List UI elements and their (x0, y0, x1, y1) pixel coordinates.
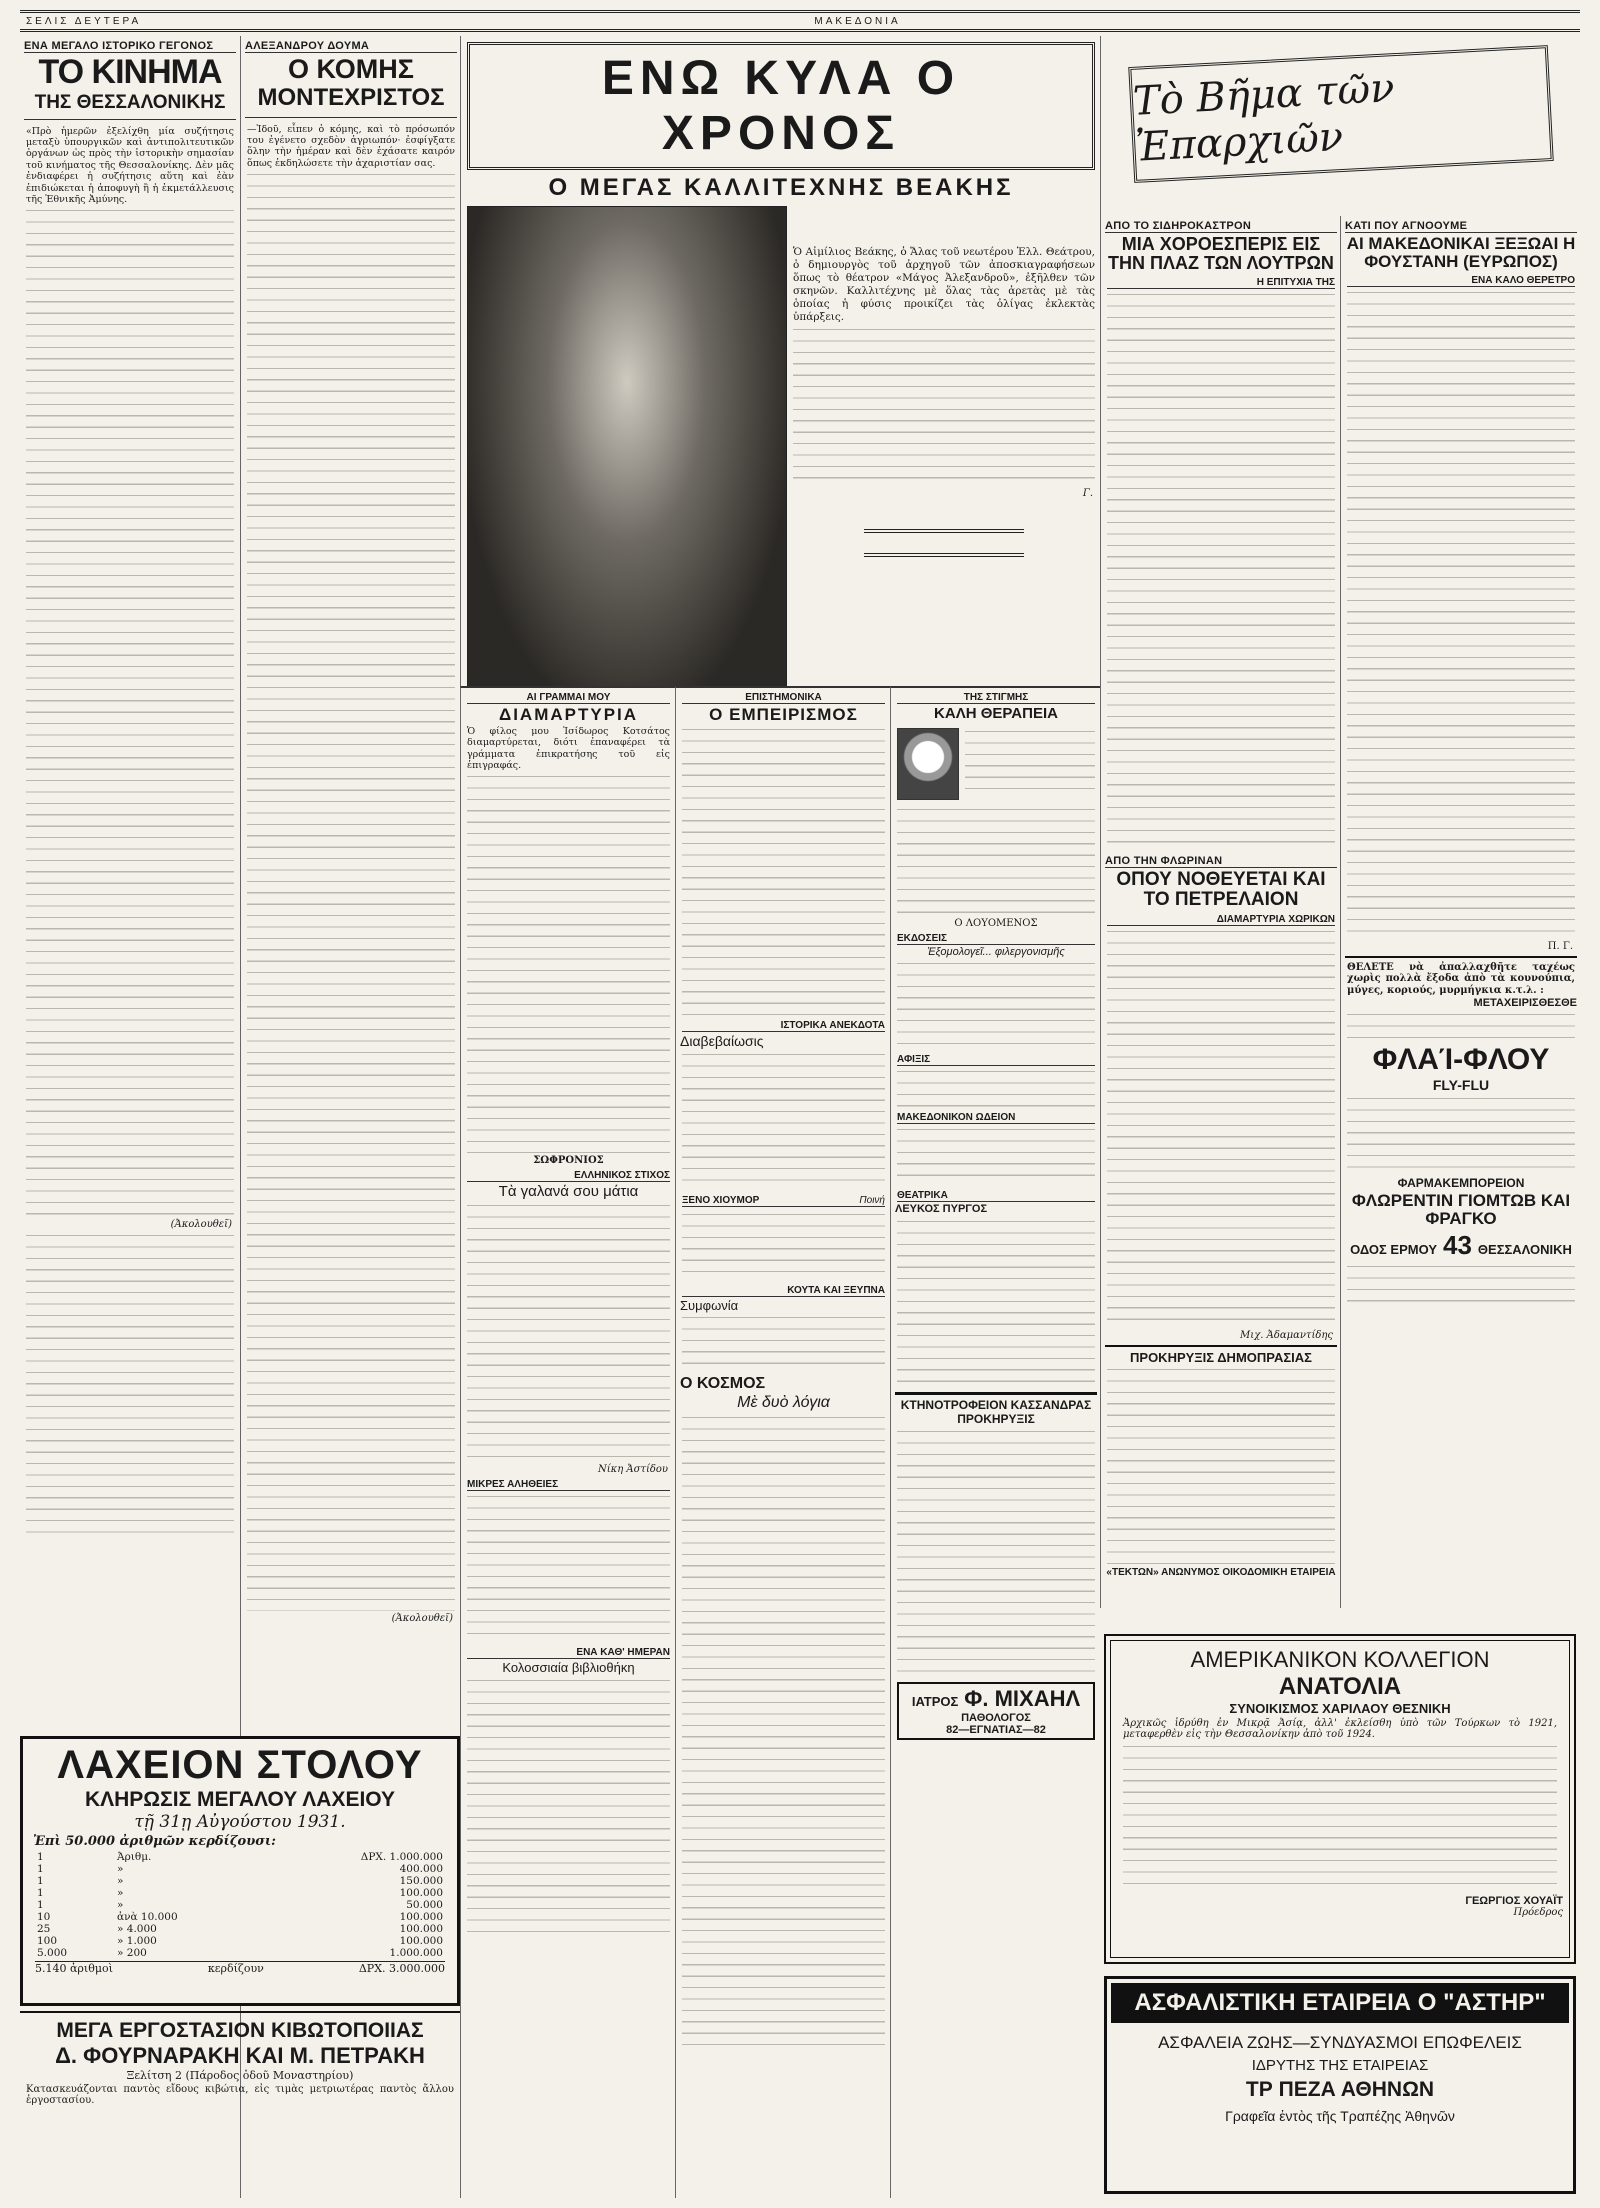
headline: Ο ΕΜΠΕΙΡΙΣΜΟΣ (709, 705, 858, 724)
column-3 (460, 686, 676, 2198)
article-body (897, 1126, 1095, 1186)
article-body (682, 1414, 885, 2054)
headline: ΑΙ ΜΑΚΕΔΟΝΙΚΑΙ ΞΕΞΩΑΙ Η ΦΟΥΣΤΑΝΗ (ΕΥΡΩΠΟΣ) (1346, 234, 1576, 271)
prize-cell-prize: ΔΡΧ. 1.000.000 (360, 1851, 443, 1863)
ad-subtitle: ΚΛΗΡΩΣΙΣ ΜΕΓΑΛΟΥ ΛΑΧΕΙΟΥ (84, 1788, 396, 1811)
prize-row (33, 1911, 447, 1923)
article-body (682, 1211, 885, 1281)
section-label: ΑΙ ΓΡΑΜΜΑΙ ΜΟΥ (467, 692, 670, 704)
ad-subtitle: ΣΥΝΟΙΚΙΣΜΟΣ ΧΑΡΙΛΑΟΥ ΘΕΣΝΙΚΗ (1229, 1701, 1451, 1716)
prize-cell-n: 5.000 (37, 1947, 68, 1959)
prize-row (33, 1947, 447, 1959)
feature-body-text (793, 326, 1095, 486)
ad-signature: ΓΕΩΡΓΙΟΣ ΧΟΥΑΪΤ (1465, 1894, 1563, 1907)
headline: ΜΙΑ ΧΟΡΟΕΣΠΕΡΙΣ ΕΙΣ ΤΗΝ ΠΛΑΖ ΤΩΝ ΛΟΥΤΡΩΝ (1108, 234, 1334, 273)
feature-text: Ὁ Αἰμίλιος Βεάκης, ὁ Ἄλας τοῦ νεωτέρου Ἑλλ. Θεάτρου, ὁ δημιουργὸς τοῦ ἀρχηγοῦ τῶν ἀποσκιαγραφήσεων ὅπως τὸ θέατρον «Μάγος Ἀλεξανδροῦ», ἐξῆλθεν τῶν σκηνῶν. Καλλιτέχνης μὲ ὅλας τὰς ἀρετὰς μὲ τὰς ὁποίας ἡ φύσις προικίζει τὰς ὀλίγας ἐκλεκτὰς ὑπάρξεις. (793, 246, 1095, 323)
college-ad (1104, 1634, 1576, 1964)
ad-product: ΦΛΑΊ-ΦΛΟΥ (1372, 1043, 1550, 1077)
headline: ΟΠΟΥ ΝΟΘΕΥΕΤΑΙ ΚΑΙ ΤΟ ΠΕΤΡΕΛΑΙΟΝ (1116, 868, 1326, 910)
ornament (864, 529, 1024, 557)
ad-street: ΟΔΟΣ ΕΡΜΟΥ (1350, 1241, 1437, 1257)
continued-note: (Ἀκολουθεῖ) (170, 1219, 232, 1231)
headline-sub: ΜΟΝΤΕΧΡΙΣΤΟΣ (257, 84, 445, 112)
prize-cell-n: 10 (37, 1911, 51, 1923)
headline: ΔΙΑΜΑΡΤΥΡΙΑ (498, 705, 639, 724)
divider (245, 117, 457, 118)
masthead-center: ΜΑΚΕΔΟΝΙΑ (814, 15, 901, 27)
ad-title: ΦΑΡΜΑΚΕΜΠΟΡΕΙΟΝ (1397, 1176, 1525, 1191)
prize-row (33, 1899, 447, 1911)
feature-article (460, 36, 1101, 686)
kicker: ΕΝΑ ΜΕΓΑΛΟ ΙΣΤΟΡΙΚΟ ΓΕΓΟΝΟΣ (24, 40, 236, 53)
prize-cell-label: » 200 (117, 1947, 147, 1959)
prize-cell-label: » (117, 1899, 124, 1911)
cartoon-row (891, 724, 1101, 804)
kicker: ΑΛΕΞΑΝΔΡΟΥ ΔΟΥΜΑ (245, 40, 457, 53)
headline: Ο ΚΟΜΗΣ (288, 54, 414, 84)
ad-address: Ξελίτση 2 (Πάροδος ὁδοῦ Μοναστηρίου) (126, 2069, 354, 2082)
prize-cell-prize: 100.000 (399, 1911, 443, 1923)
section-label: ΕΝΑ ΚΑΘ' ΗΜΕΡΑΝ (467, 1647, 670, 1659)
section-label: ΤΗΣ ΣΤΙΓΜΗΣ (897, 692, 1095, 704)
ad-text: Ἀρχικῶς ἱδρύθη ἐν Μικρᾷ Ἀσίᾳ, ἀλλ' ἐκλείσθη ὑπὸ τῶν Τούρκων τὸ 1921, μεταφερθὲν εἰς τὴν Θεσσαλονίκην ἀπὸ τοῦ 1924. (1123, 1718, 1557, 1741)
headline: Διαβεβαίωσις (680, 1032, 764, 1049)
divider (24, 119, 236, 120)
headline: Τὰ γαλανά σου μάτια (498, 1183, 639, 1201)
article-lead: Ὁ φίλος μου Ἰσίδωρος Κοτσάτος διαμαρτύρεται, διότι ἐπαναφέρει τὰ γράμματα ἐπικρατήσης τοῦ εἰς ἐπιγραφάς. (467, 725, 670, 772)
ad-date: τῇ 31ῃ Αὐγούστου 1931. (134, 1812, 346, 1832)
prize-cell-n: 1 (37, 1875, 44, 1887)
ad-title: ΜΕΓΑ ΕΡΓΟΣΤΑΣΙΟΝ ΚΙΒΩΤΟΠΟΙΙΑΣ (56, 2019, 424, 2042)
ad-title: ΚΤΗΝΟΤΡΟΦΕΙΟΝ ΚΑΣΣΑΝΔΡΑΣ (900, 1397, 1092, 1412)
feature-subtitle: Ο ΜΕΓΑΣ ΚΑΛΛΙΤΕΧΝΗΣ ΒΕΑΚΗΣ (548, 174, 1014, 201)
ad-line: ΑΣΦΑΛΕΙΑ ΖΩΗΣ—ΣΥΝΔΥΑΣΜΟΙ ΕΠΩΦΕΛΕΙΣ (1158, 2033, 1522, 2052)
section-label: Η ΕΠΙΤΥΧΙΑ ΤΗΣ (1107, 277, 1335, 289)
ad-title: ΑΣΦΑΛΙΣΤΙΚΗ ΕΤΑΙΡΕΙΑ Ο "ΑΣΤΗΡ" (1134, 1989, 1546, 2016)
total-label: κερδίζουν (207, 1962, 264, 1975)
prize-cell-prize: 100.000 (399, 1887, 443, 1899)
insurance-ad (1104, 1976, 1576, 2194)
ad-label: ΜΕΤΑΧΕΙΡΙΣΘΕΣΘΕ (1473, 996, 1577, 1009)
continued-note: (Ἀκολουθεῖ) (391, 1613, 453, 1625)
prize-row (33, 1875, 447, 1887)
article-body (26, 1232, 234, 1542)
prize-cell-n: 1 (37, 1899, 44, 1911)
ad-title: ΑΜΕΡΙΚΑΝΙΚΟΝ ΚΟΛΛΕΓΙΟΝ (1190, 1647, 1490, 1672)
insurance-banner (1111, 1983, 1569, 2023)
prize-cell-n: 100 (37, 1935, 58, 1947)
prize-cell-label: Ἀριθμ. (117, 1851, 152, 1863)
ad-body (1123, 1743, 1557, 1893)
masthead (20, 10, 1580, 32)
feature-banner-box (467, 42, 1095, 170)
factory-ad (20, 2011, 460, 2196)
article-body (682, 1314, 885, 1374)
prize-cell-prize: 150.000 (399, 1875, 443, 1887)
section-label: ΕΛΛΗΝΙΚΟΣ ΣΤΙΧΟΣ (467, 1170, 670, 1182)
prize-cell-label: » (117, 1887, 124, 1899)
doctor-name-row (901, 1686, 1091, 1712)
ad-title: ΠΡΟΚΗΡΥΞΙΣ ΔΗΜΟΠΡΑΣΙΑΣ (1130, 1349, 1312, 1365)
portrait-photo (467, 206, 787, 686)
kicker: ΑΠΟ ΤΟ ΣΙΔΗΡΟΚΑΣΤΡΟΝ (1105, 220, 1337, 233)
ad-body (897, 1428, 1095, 1678)
article-body (467, 773, 670, 1153)
feature-signature: Γ. (1082, 488, 1093, 499)
ad-line: Γραφεῖα ἐντὸς τῆς Τραπέζης Ἀθηνῶν (1225, 2108, 1455, 2124)
ad-text: ΘΕΛΕΤΕ νὰ ἀπαλλαχθῆτε ταχέως χωρὶς πολλὰ ἔξοδα ἀπὸ τὰ κουνούπια, μύγες, κοριούς, μυρμήγκια κ.τ.λ. : (1347, 961, 1575, 996)
page-grid (20, 36, 1580, 2198)
article-body (897, 960, 1095, 1050)
prize-total (35, 1961, 445, 1975)
section-label: ΜΙΚΡΕΣ ΑΛΗΘΕΙΕΣ (467, 1479, 670, 1491)
section-label: ΔΙΑΜΑΡΤΥΡΙΑ ΧΩΡΙΚΩΝ (1107, 914, 1335, 926)
ad-body (1347, 1263, 1575, 1303)
ad-name: ΑΝΑΤΟΛΙΑ (1278, 1673, 1402, 1700)
doctor-specialty: ΠΑΘΟΛΟΓΟΣ (961, 1712, 1031, 1725)
doctor-title: ΙΑΤΡΟΣ (911, 1694, 959, 1710)
prize-cell-label: » 1.000 (117, 1935, 157, 1947)
feature-text-column (787, 206, 1101, 686)
prize-row (33, 1863, 447, 1875)
section-label: ΑΦΙΞΙΣ (897, 1054, 1095, 1066)
ad-rule (895, 1392, 1097, 1395)
section-label: ΘΕΑΤΡΙΚΑ (897, 1190, 1095, 1202)
prize-cell-label: ἀνὰ 10.000 (117, 1911, 178, 1923)
article-body (1347, 289, 1575, 939)
ad-line: ΤΡ ΠΕΖΑ ΑΘΗΝΩΝ (1245, 2078, 1435, 2101)
article-body (897, 1068, 1095, 1108)
column-5 (890, 686, 1101, 2198)
prize-cell-prize: 50.000 (406, 1899, 443, 1911)
prize-cell-prize: 100.000 (399, 1923, 443, 1935)
headline-sub: Μὲ δυὸ λόγια (737, 1393, 830, 1411)
signature: ΣΩΦΡΟΝΙΟΣ (533, 1155, 604, 1167)
article-body (897, 806, 1095, 916)
doctor-address: 82—ΕΓΝΑΤΙΑΣ—82 (946, 1724, 1046, 1737)
masthead-left: ΣΕΛΙΣ ΔΕΥΤΕΡΑ (26, 15, 142, 27)
ad-intro: Ἐπὶ 50.000 ἀριθμῶν κερδίζουσι: (33, 1834, 276, 1849)
ad-product-latin: FLY-FLU (1432, 1077, 1490, 1094)
kicker: ΑΠΟ ΤΗΝ ΦΛΩΡΙΝΑΝ (1105, 855, 1337, 868)
section-tag: Ποινή (859, 1194, 885, 1206)
college-ad-inner (1110, 1640, 1570, 1958)
prize-cell-prize: 400.000 (399, 1863, 443, 1875)
signature: Ο ΛΟΥΟΜΕΝΟΣ (954, 917, 1038, 929)
section-label: ΕΝΑ ΚΑΛΟ ΘΕΡΕΤΡΟ (1347, 275, 1575, 287)
ad-city: ΘΕΣΣΑΛΟΝΙΚΗ (1477, 1241, 1572, 1257)
prize-cell-n: 1 (37, 1863, 44, 1875)
prize-row (33, 1887, 447, 1899)
signature: Νίκη Ἀστίδου (597, 1464, 668, 1476)
ad-rule (1105, 1345, 1337, 1347)
feature-banner: ΕΝΩ ΚΥΛΑ Ο ΧΡΟΝΟΣ (601, 52, 961, 160)
prize-cell-label: » (117, 1863, 124, 1875)
headline: Ο ΚΟΣΜΟΣ (680, 1375, 766, 1393)
column-6 (1100, 216, 1341, 1608)
ad-address-row (1341, 1230, 1581, 1261)
section-label: ΕΠΙΣΤΗΜΟΝΙΚΑ (682, 692, 885, 704)
doctor-name: Φ. ΜΙΧΑΗΛ (964, 1686, 1081, 1712)
article-body (467, 1493, 670, 1643)
article-body (897, 1218, 1095, 1388)
prize-row (33, 1851, 447, 1863)
prize-cell-prize: 1.000.000 (389, 1947, 443, 1959)
article-body (26, 207, 234, 1217)
vima-logo-box (1100, 36, 1581, 216)
headline: ΚΑΛΗ ΘΕΡΑΠΕΙΑ (934, 705, 1058, 722)
section-label: ΙΣΤΟΡΙΚΑ ΑΝΕΚΔΟΤΑ (682, 1020, 885, 1032)
total-amount: ΔΡΧ. 3.000.000 (358, 1962, 445, 1975)
cartoon-illustration (897, 728, 959, 800)
signature: Μιχ. Ἀδαμαντίδης (1240, 1329, 1333, 1341)
ad-subtitle: ΠΡΟΚΗΡΥΞΙΣ (957, 1412, 1035, 1427)
lottery-ad (20, 1736, 460, 2006)
photo-frame (467, 206, 787, 686)
ad-signature: «ΤΕΚΤΩΝ» ΑΝΩΝΥΜΟΣ ΟΙΚΟΔΟΜΙΚΗ ΕΤΑΙΡΕΙΑ (1106, 1567, 1336, 1579)
ad-body (1347, 1011, 1575, 1041)
signature: Π. Γ. (1547, 940, 1573, 952)
ad-title: ΛΑΧΕΙΟΝ ΣΤΟΛΟΥ (57, 1743, 423, 1787)
ad-body (1347, 1095, 1575, 1175)
article-body (965, 728, 1095, 798)
article-body (682, 726, 885, 1016)
article-lead: —Ἰδοῦ, εἶπεν ὁ κόμης, καὶ τὸ πρόσωπόν του ἐγένετο σχεδὸν ἀγριωπόν· ἐσφίγξατε ὅλην τὴν ἡμέραν καὶ δὲν ἐχάσατε καιρόν ὅπως ἐκδηλώσετε τὴν ἀχαριστίαν σας. (247, 123, 455, 169)
ad-signature-title: Πρόεδρος (1513, 1906, 1563, 1918)
prize-cell-label: » 4.000 (117, 1923, 157, 1935)
total-count: 5.140 ἀριθμοὶ (35, 1962, 113, 1975)
prize-table (33, 1851, 447, 1959)
headline: Ἐξομολογεῖ... φιλεργονισμῆς (927, 945, 1065, 958)
article-body (682, 1051, 885, 1191)
article-lead: «Πρὸ ἡμερῶν ἐξελίχθη μία συζήτησις μεταξὺ ὑπουργικῶν καὶ ἀντιπολιτευτικῶν ὀργάνων ὡς πρὸς τὴν ἱστορικὴν σημασίαν τοῦ κινήματος τῆς Θεσσαλονίκης. Δὲν μᾶς ἐνδιαφέρει ἡ συζήτησις αὕτη καὶ ἐὰν ἐπιδιώκεται ἡ ἀποφυγὴ ἢ ἡ ἐκμετάλλευσις τῆς Ἐθνικῆς Ἀμύνης. (26, 125, 234, 206)
prize-cell-label: » (117, 1875, 124, 1887)
ad-names: ΦΛΩΡΕΝΤΙΝ ΓΙΟΜΤΩΒ ΚΑΙ ΦΡΑΓΚΟ (1351, 1191, 1571, 1228)
section-bar (682, 1195, 885, 1207)
headline: ΛΕΥΚΟΣ ΠΥΡΓΟΣ (895, 1203, 988, 1216)
poem-body (467, 1202, 670, 1462)
article-body (1107, 291, 1335, 851)
section-label: ΕΚΔΟΣΕΙΣ (897, 933, 1095, 945)
doctor-ad (897, 1682, 1095, 1740)
ad-number: 43 (1442, 1229, 1472, 1260)
prize-cell-n: 1 (37, 1851, 44, 1863)
headline: ΤΟ ΚΙΝΗΜΑ (38, 53, 222, 91)
prize-row (33, 1923, 447, 1935)
headline: Κολοσσιαία βιβλιοθήκη (502, 1660, 635, 1676)
prize-cell-n: 1 (37, 1887, 44, 1899)
prize-cell-prize: 100.000 (399, 1935, 443, 1947)
article-body (247, 171, 455, 1611)
ad-body (1107, 1366, 1335, 1566)
ad-text: Κατασκευάζονται παντὸς εἴδους κιβώτια, εἰς τιμὰς μετριωτέρας παντὸς ἄλλου ἐργοστασίου. (26, 2084, 454, 2107)
ad-line: ΙΔΡΥΤΗΣ ΤΗΣ ΕΤΑΙΡΕΙΑΣ (1251, 2057, 1429, 2074)
section-label: ΚΟΥΤΑ ΚΑΙ ΞΕΥΠΝΑ (682, 1285, 885, 1297)
column-7 (1340, 216, 1581, 1608)
section-label: ΞΕΝΟ ΧΙΟΥΜΟΡ (682, 1194, 760, 1206)
ad-names: Δ. ΦΟΥΡΝΑΡΑΚΗ ΚΑΙ Μ. ΠΕΤΡΑΚΗ (55, 2043, 425, 2068)
ad-rule (1345, 956, 1577, 958)
column-4 (675, 686, 891, 2198)
headline-sub: ΤΗΣ ΘΕΣΣΑΛΟΝΙΚΗΣ (34, 91, 226, 113)
article-body (467, 1677, 670, 1937)
section-logo: Τὸ Βῆμα τῶν Ἐπαρχιῶν (1128, 45, 1553, 183)
kicker: ΚΑΤΙ ΠΟΥ ΑΓΝΟΟΥΜΕ (1345, 220, 1577, 233)
article-body (1107, 928, 1335, 1328)
headline: Συμφωνία (680, 1297, 739, 1313)
section-label: ΜΑΚΕΔΟΝΙΚΟΝ ΩΔΕΙΟΝ (897, 1112, 1095, 1124)
prize-cell-n: 25 (37, 1923, 51, 1935)
prize-row (33, 1935, 447, 1947)
feature-body (461, 206, 1101, 686)
